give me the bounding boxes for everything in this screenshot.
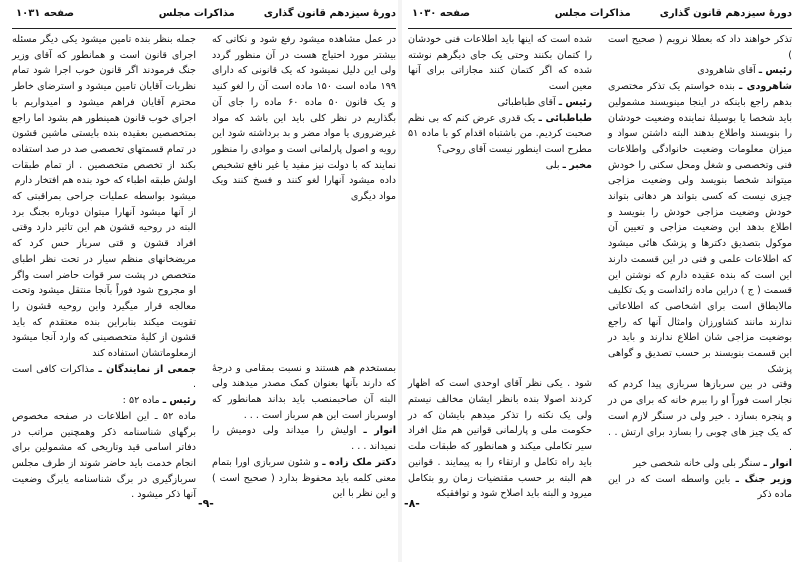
header-session: دورهٔ سیزدهم قانون گذاری <box>263 8 396 19</box>
paragraph-text: و شئون سربازی اورا بتمام معنی کلمه باید محفوظ بدارد ( صحیح است ) و این نظر با این <box>212 456 396 500</box>
speaker-name: دکتر ملک زاده ـ <box>322 456 397 468</box>
text-column-left <box>408 32 592 502</box>
header-title: مذاکرات مجلس <box>554 8 631 19</box>
text-column-left <box>12 32 196 502</box>
paragraph <box>408 376 592 502</box>
header-title: مذاکرات مجلس <box>158 8 235 19</box>
page-1031 <box>8 0 400 562</box>
paragraph-group-bottom <box>212 361 396 502</box>
paragraph-text: یک قدری عرض کنم که بی نظم صحبت کردیم. من باشتباه اقدام کو با ماده ۵۱ مطرح است اینطور نیست آقای روحی؟ <box>408 112 592 155</box>
paragraph-text: سنگر بلی ولی خانه شخصی خیر <box>633 457 761 469</box>
paragraph <box>212 32 396 205</box>
header-page-number: صفحه ۱۰۳۰ <box>412 8 471 19</box>
paragraph <box>12 189 196 362</box>
paragraph <box>12 409 196 503</box>
paragraph <box>212 361 396 424</box>
page-footer-number: -۹- <box>198 497 214 510</box>
speaker-paragraph <box>608 63 792 79</box>
paragraph-group-bottom <box>408 376 592 502</box>
paragraph-text: ماده ۵۲ : <box>122 395 160 407</box>
speaker-name: رئیس ـ <box>558 96 592 108</box>
speaker-paragraph <box>12 362 196 393</box>
page-footer-number: -۸- <box>404 497 420 510</box>
speaker-paragraph <box>212 423 396 454</box>
speaker-paragraph <box>408 158 592 174</box>
paragraph-text: شود . یکی نظر آقای اوحدی است که اظهار کردند اصولا بنده بانظر ایشان مخالف نیستم ولی یک نکته را تذکر میدهم بایشان که در حکومت ملی و پارلمانی قوانین هم مثل افراد سیر تکاملی میکند و همانطور که طبقات ملت باید راه تکامل و ارتقاء را به پیمایند . قوانین هم البته بر حسب مقتضیات زمان رو بتکامل میرود و البته باید اصلاح شود و توافقیکه <box>408 378 592 500</box>
paragraph-text: مذاکرات کافی است . <box>12 363 196 391</box>
speaker-name: وزیر جنگ ـ <box>735 473 792 485</box>
speaker-name: جمعی از نمایندگان ـ <box>98 363 196 375</box>
paragraph-text: وقتی در بین سربازها سربازی پیدا کردم که نجار است فوراً او را ببرم خانه که برای من در و پنجره بسازد . خیر ولی در سنگر لازم است که یک چیز های چوبی را بسازد برای ارتش . . . <box>608 379 792 454</box>
paragraph-group-top <box>408 32 592 173</box>
paragraph <box>12 32 196 189</box>
speaker-paragraph <box>608 79 792 377</box>
speaker-paragraph <box>608 472 792 503</box>
paragraph-text: شده است که اینها باید اطلاعات فنی خودشان را کتمان بکنند وحتی یک جای دیگرهم نوشته شده که اگر کتمان کنند مجازاتی برای آنها معین است <box>408 34 592 93</box>
paragraph <box>408 32 592 95</box>
paragraph-group-top <box>12 32 196 189</box>
running-header <box>408 8 792 24</box>
paragraph-text: بمستخدم هم هستند و نسبت بمقامی و درجهٔ که دارند بآنها بعنوان کمک مصدر میدهند ولی البته آن صاحبمنصب باید بداند همانطور که اوسرباز است این هم سرباز است . . . <box>212 362 396 421</box>
paragraph-text: ماده ۵۲ ـ این اطلاعات در صفحه مخصوص برگهای شناسنامه ذکر وهمچنین مراتب در دفاتر اسامی قید وتاریخی که مشمولین برای انجام خدمت باید حاضر شوند از طرف مجلس سربازگیری در برگ شناسنامه یابرگ وضعیت آنها ذکر میشود . <box>12 410 196 501</box>
paragraph-text: تذکر خواهند داد که بعطلا نرویم ( صحیح است ) <box>608 34 792 61</box>
text-column-right <box>212 32 396 502</box>
header-rule <box>12 28 396 29</box>
paragraph-text: اولیش را میداند ولی دومیش را نمیداند . . . <box>212 425 396 453</box>
speaker-paragraph <box>12 393 196 409</box>
speaker-paragraph <box>408 111 592 158</box>
paragraph-text: بنده خواستم یک تذکر مختصری بدهم راجع باینکه در اینجا مینویسند مشمولین باید شخصا یا بوسیلهٔ نماینده وضعیت خودشان را بنویسند واطلاع بدهند البته داشتن سواد و میزان معلومات وضعیت خانوادگی واطلاعات فنی وتخصصی و شغل ومحل سکنی را خودش میتواند شخصا بنویسد ولی وضعیت مزاجی چیزی نیست که کسی بتواند هر دهاتی بتواند خودش وضعیت مزاجی خودش را بنویسد و اطلاع بدهد این وضعیت مزاجی و تعیین آن موکول بتصدیق دکترها و پزشک هائی میشود که اطلاعات علمی و فنی در این قسمت دارند این است که بنده عقیده دارم که نوشتن این قسمت ( ج ) دراین ماده زائداست و یک تکلیف مالایطاق است برای اشخاصی که اطلاعاتی ندارند مانند کشاورزان وامثال آنها که راجع بوضعیت مزاجی شان اطلاع ندارند و باید در این قسمت بنویسند بر حسب تصدیق و گواهی پزشک <box>608 81 792 375</box>
speaker-name: طباطبائی ـ <box>538 112 592 124</box>
paragraph-group-bottom <box>608 377 792 503</box>
speaker-name: شاهرودی ـ <box>739 81 792 93</box>
speaker-name: انوار ـ <box>363 425 396 437</box>
speaker-name: رئیس ـ <box>162 395 196 407</box>
paragraph-text: جمله بنظر بنده تامین میشود یکی دیگر مسئله اجرای قانون است و همانطور که آقای وزیر جنگ فرمودند اگر قانون خوب اجرا شود تمام نظریات آقایان تامین میشود و استرضای خاطر محترم آقایان فراهم میشود و امیدواریم با اجرای خوب قانون همینطور هم بشود اما راجع بمتخصصین بعقیده بنده بایستی ماشین قشون در تمام قسمتهای تخصصی صد در صد استفاده بکند از تخصص متخصصین . از تمام طبقات اولش طبقه اطباء که خود بنده هم افتخار دارم <box>12 34 196 187</box>
header-page-number: صفحه ۱۰۳۱ <box>16 8 75 19</box>
page-1030 <box>404 0 796 562</box>
speaker-paragraph <box>212 455 396 502</box>
speaker-paragraph <box>408 95 592 111</box>
header-session: دورهٔ سیزدهم قانون گذاری <box>659 8 792 19</box>
text-column-right <box>608 32 792 502</box>
paragraph-group-top <box>212 32 396 205</box>
running-header <box>12 8 396 24</box>
paragraph-text: آقای شاهرودی <box>697 65 756 77</box>
speaker-name: انوار ـ <box>763 457 792 469</box>
paragraph-text: آقای طباطبائی <box>497 96 556 108</box>
paragraph-text: در عمل مشاهده میشود رفع شود و نکاتی که بیشتر مورد احتیاج هست در آن منظور گردد ولی این دلیل نمیشود که یک قانونی که دارای ۱۹۹ ماده است ۱۵۰ ماده است آن را لغو کنید و یک قانون ۵۰ ماده ۶۰ ماده را جای آن بگذاریم در نظر کلی باید این باشد که مواد غیرضروری یا مواد مضر و بد برداشته شود این رویه و اصول پارلمانی است و موادی را منظور نمایند که با دولت نیز مفید یا غیر نافع تشخیص داده میشود آنهارا لغو کنند و فسخ کنند ویک مواد دیگری <box>212 34 396 203</box>
paragraph-text: بلی <box>545 159 560 171</box>
speaker-paragraph <box>608 456 792 472</box>
paragraph-text: میشود بواسطه عملیات جراحی بمراقبتی که از آنها میشود آنهارا میتوان دوباره بجنگ برد البته در روحیه قشون هم این تاثیر دارد وقتی افراد قشون و قتی سرباز حس کرد که مریضخانهای منظم سیار در تحت نظر اطبای متخصص در پشت سر قوات حاضر است واگر او مجروح شود فوراً بآنجا منتقل میشود وتحت معالجه قرار میگیرد واین روحیه قشون را تقویت میکند بنابراین بنده معتقدم که باید قشون از کلیهٔ متخصصینی که وارد آنجا میشود ازمعلوماتشان استفاده کند <box>12 191 196 360</box>
paragraph <box>608 32 792 63</box>
header-rule <box>408 28 792 29</box>
paragraph-group-bottom <box>12 189 196 503</box>
speaker-name: مخبر ـ <box>562 159 592 171</box>
paragraph <box>608 377 792 456</box>
speaker-name: رئیس ـ <box>758 65 792 77</box>
paragraph-text: باین واسطه است که در این ماده ذکر <box>608 473 792 501</box>
paragraph-group-top <box>608 32 792 377</box>
